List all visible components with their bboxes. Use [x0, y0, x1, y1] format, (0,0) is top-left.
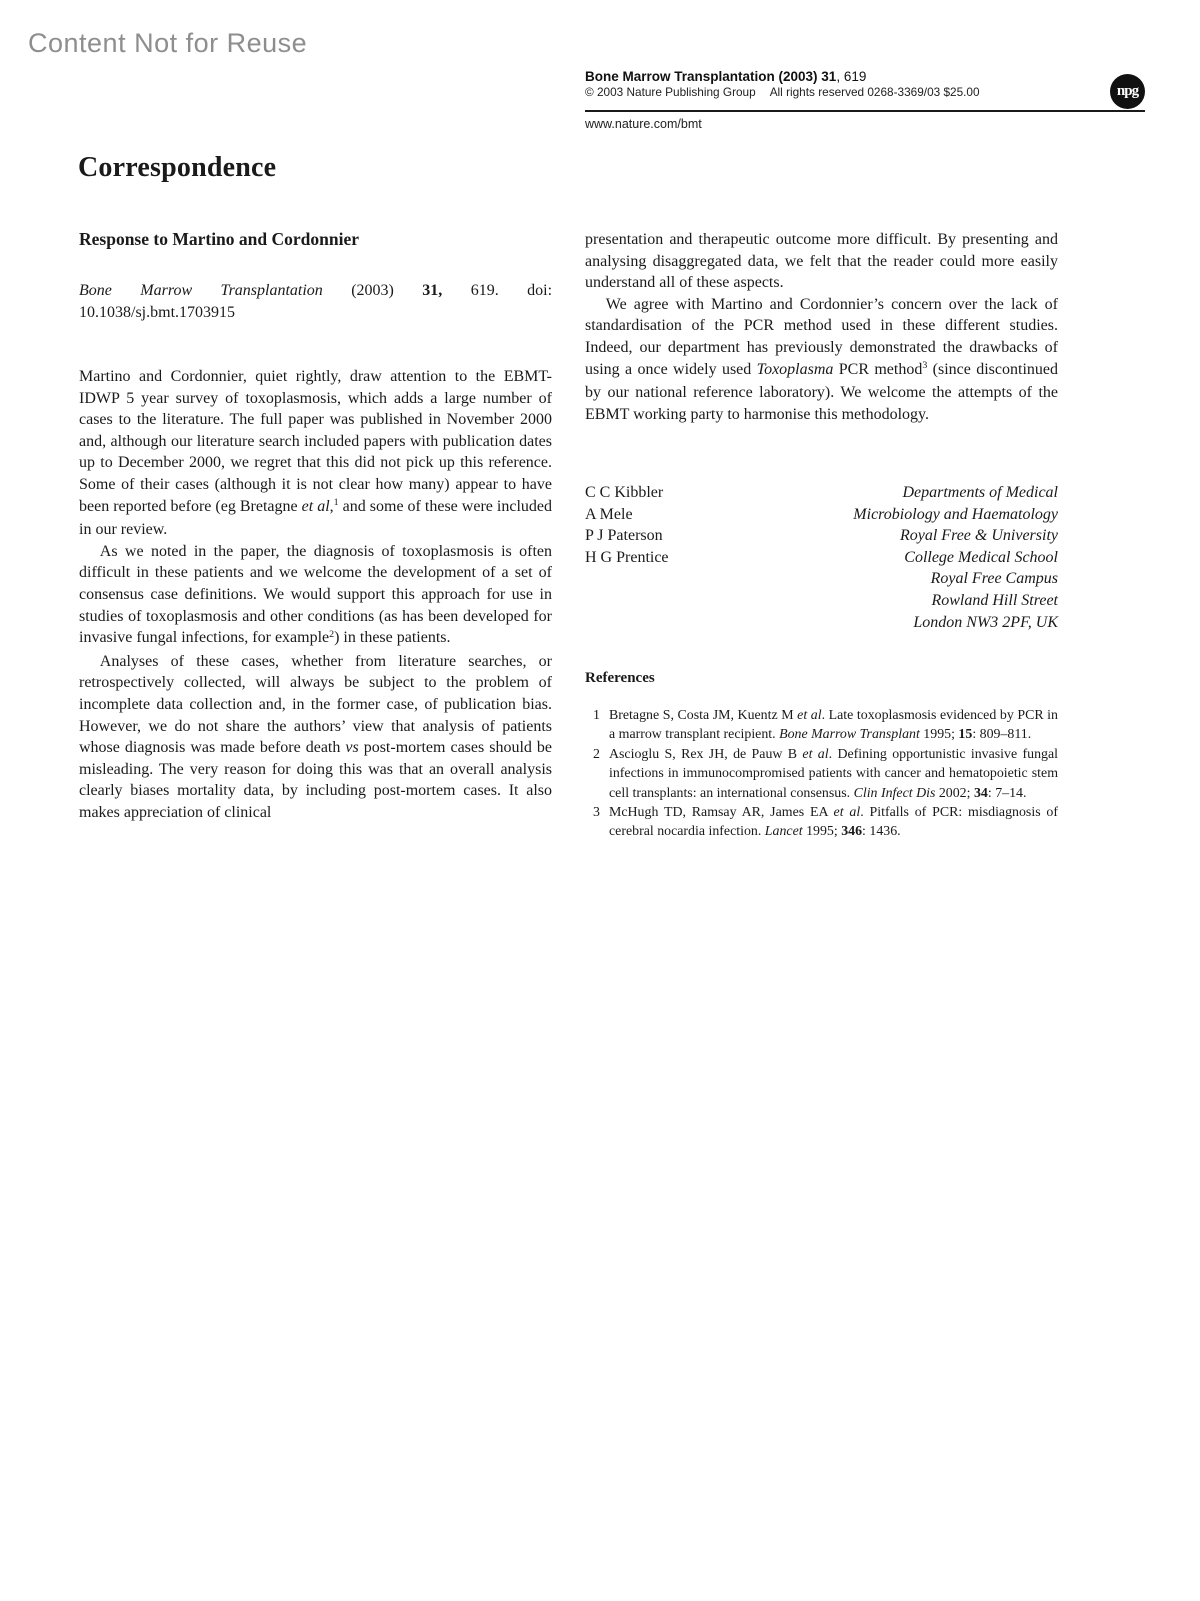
npg-logo-icon: [1110, 74, 1145, 109]
reference-number: 3: [593, 805, 600, 821]
affiliation-line: Microbiology and Haematology: [853, 505, 1058, 523]
affiliation-line: Departments of Medical: [902, 484, 1058, 501]
masthead-rule: [585, 110, 1145, 112]
rights-text: All rights reserved 0268-3369/03 $25.00: [769, 85, 980, 99]
affiliation-line: Royal Free & University: [899, 527, 1058, 545]
author-name: A Mele: [585, 505, 633, 523]
affiliation-block: [853, 482, 1058, 633]
paragraph-right-1: presentation and therapeutic outcome more difficult. By presenting and analysing disaggregated data, we felt that the reader could more easily understand all of these aspects.: [585, 231, 1058, 292]
journal-citation: [585, 68, 1145, 85]
watermark-text: Content Not for Reuse: [28, 28, 308, 58]
reference-number: 1: [593, 708, 600, 723]
affiliation-line: London NW3 2PF, UK: [913, 613, 1058, 631]
author-names: [585, 482, 669, 568]
copyright-line: [585, 85, 1145, 100]
article-citation: Bone Marrow Transplantation (2003) 31, 619. doi: 10.1038/sj.bmt.1703915: [79, 282, 553, 321]
paragraph-right-2: We agree with Martino and Cordonnier’s concern over the lack of standardisation of the PCR method used in these different studies. Indeed, our department has previously demonstrated the drawbacks of using a once widely used Toxoplasma PCR method$^3$ (since discontinued by our national reference laboratory). We welcome the attempts of the EBMT working party to harmonise this methodology.: [585, 295, 1058, 423]
journal-url: www.nature.com/bmt: [585, 117, 702, 131]
masthead: [585, 68, 1145, 100]
reference-text: Ascioglu S, Rex JH, de Pauw B et al. Defining opportunistic invasive fungal infections in immunocompromised patients with cancer and hematopoietic stem cell transplants: an international consensus. Clin Infect Dis 2002; 34: 7–14.: [609, 746, 1058, 801]
copyright-text: © 2003 Nature Publishing Group: [585, 85, 756, 99]
right-column: [585, 229, 1058, 425]
npg-logo-text: npg: [1116, 83, 1139, 99]
reference-item: [585, 803, 1058, 842]
reference-text: Bretagne S, Costa JM, Kuentz M et al. Late toxoplasmosis evidenced by PCR in a marrow transplant recipient. Bone Marrow Transplant 1995; 15: 809–811.: [609, 708, 1058, 743]
references-heading: References: [585, 670, 655, 686]
affiliation-line: College Medical School: [904, 548, 1058, 566]
paragraph-left-3: Analyses of these cases, whether from literature searches, or retrospectively collected, will always be subject to the problem of incomplete data collection and, in the former case, of publication bias. However, we do not share the authors’ view that analysis of patients whose diagnosis was made before death vs post-mortem cases should be misleading. The very reason for doing this was that an overall analysis clearly biases mortality data, by including post-mortem cases. It also makes appreciation of clinical: [79, 652, 552, 821]
author-name: H G Prentice: [585, 548, 669, 566]
author-name: P J Paterson: [585, 527, 663, 545]
references-list: [585, 706, 1058, 842]
reference-item: [585, 745, 1058, 803]
reference-text: McHugh TD, Ramsay AR, James EA et al. Pitfalls of PCR: misdiagnosis of cerebral nocardia infection. Lancet 1995; 346: 1436.: [609, 805, 1058, 840]
affiliation-line: Rowland Hill Street: [931, 591, 1058, 609]
paragraph-left-2: As we noted in the paper, the diagnosis of toxoplasmosis is often difficult in these patients and we welcome the development of a set of consensus case definitions. We would support this approach for use in studies of toxoplasmosis and other conditions (as has been developed for invasive fungal infections, for example$^2$) in these patients.: [79, 542, 552, 647]
author-name: C C Kibbler: [585, 484, 664, 501]
reference-number: 2: [593, 746, 600, 762]
page-title: Correspondence: [78, 152, 277, 183]
journal-citation-bold: Bone Marrow Transplantation (2003) 31: [585, 69, 837, 84]
reference-item: [585, 706, 1058, 745]
paragraph-left-1: Martino and Cordonnier, quiet rightly, draw attention to the EBMT-IDWP 5 year survey of toxoplasmosis, which adds a large number of cases to the literature. The full paper was published in November 2000 and, although our literature search included papers with publication dates up to December 2000, we regret that this did not pick up this reference. Some of their cases (although it is not clear how many) appear to have been reported before (eg Bretagne et al,$^1$ and some of these were included in our review.: [79, 368, 552, 539]
article-heading: Response to Martino and Cordonnier: [79, 229, 360, 249]
journal-citation-page: , 619: [836, 69, 867, 84]
affiliation-line: Royal Free Campus: [930, 570, 1058, 588]
left-column: [79, 366, 552, 823]
